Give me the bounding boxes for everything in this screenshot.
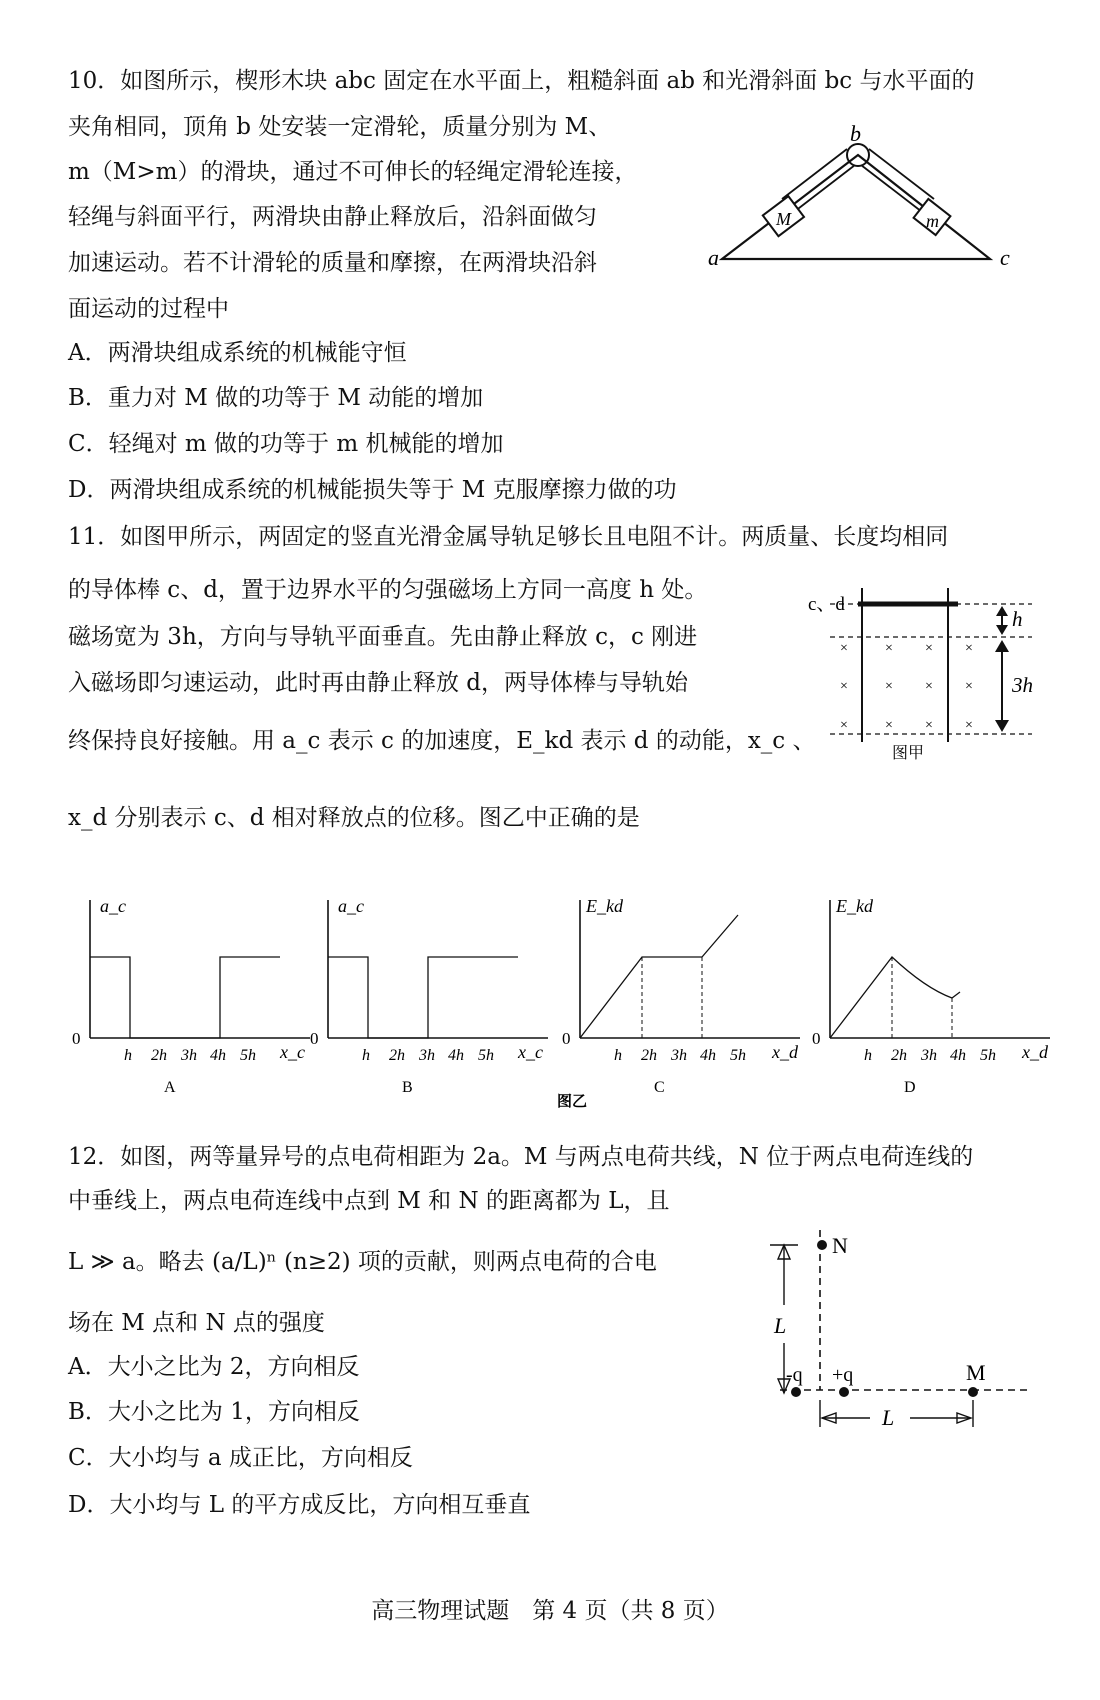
charges-figure [760,1215,1050,1450]
3h-arrow-up-icon [995,640,1009,652]
q12-line-2: 中垂线上，两点电荷连线中点到 M 和 N 的距离都为 L，且 [68,1188,670,1214]
graph-a-tick-4: 4h [210,1047,226,1064]
caption-jia: 图甲 [892,745,925,762]
field-crosses [840,641,973,733]
graph-b-curve [328,957,518,1038]
label-c: c [1000,245,1010,270]
q10-line-3: m（M>m）的滑块，通过不可伸长的轻绳定滑轮连接， [68,159,638,185]
rope-left-inner [790,165,855,215]
graph-a-xlabel: x_c [280,1042,305,1062]
svg-text:×: × [840,718,848,733]
graph-c-tick-4: 4h [700,1047,716,1064]
q12-option-b: B．大小之比为 1，方向相反 [68,1399,360,1425]
q10-option-b: B．重力对 M 做的功等于 M 动能的增加 [68,385,484,411]
svg-text:×: × [925,679,933,694]
wedge-figure [700,125,1020,285]
h-arrow-up-icon [996,606,1008,616]
q10-option-c: C．轻绳对 m 做的功等于 m 机械能的增加 [68,431,504,457]
charge-negative-icon [791,1387,801,1397]
q10-line-5: 加速运动。若不计滑轮的质量和摩擦，在两滑块沿斜 [68,250,597,276]
graph-panels [60,880,1070,1120]
graph-d-tick-1: h [864,1047,872,1064]
q12-option-a: A．大小之比为 2，方向相反 [68,1354,360,1380]
svg-text:×: × [885,679,893,694]
svg-text:×: × [965,679,973,694]
svg-text:×: × [840,641,848,656]
label-pos-q: +q [832,1364,854,1386]
graph-d-tick-4: 4h [950,1047,966,1064]
svg-text:×: × [965,718,973,733]
q11-line-3: 磁场宽为 3h，方向与导轨平面垂直。先由静止释放 c，c 刚进 [68,624,698,650]
q12-line-3: L ≫ a。略去 (a/L)ⁿ (n≥2) 项的贡献，则两点电荷的合电 [68,1249,657,1275]
label-L-vertical: L [774,1313,787,1338]
graph-c-curve [580,915,738,1038]
q10-line-6: 面运动的过程中 [68,296,229,322]
graph-b-tick-2: 2h [389,1047,405,1064]
page-footer: 高三物理试题 第 4 页（共 8 页） [371,1598,729,1624]
q11-line-4: 入磁场即匀速运动，此时再由静止释放 d，两导体棒与导轨始 [68,670,689,696]
graph-b-tick-1: h [362,1047,370,1064]
graph-d-tick-5: 5h [980,1047,996,1064]
graph-a-tick-5: 5h [240,1047,256,1064]
graph-c-ylabel: E_kd [586,896,623,916]
label-L-horizontal: L [882,1405,895,1430]
q10-option-d: D．两滑块组成系统的机械能损失等于 M 克服摩擦力做的功 [68,477,677,503]
graph-c-tick-1: h [614,1047,622,1064]
q12-line-1: 12．如图，两等量异号的点电荷相距为 2a。M 与两点电荷共线，N 位于两点电荷连线的 [68,1144,974,1170]
q11-line-1: 11．如图甲所示，两固定的竖直光滑金属导轨足够长且电阻不计。两质量、长度均相同 [68,524,949,550]
graph-d-letter: D [904,1079,916,1096]
q12-option-c: C．大小均与 a 成正比，方向相反 [68,1445,413,1471]
q10-line-4: 轻绳与斜面平行，两滑块由静止释放后，沿斜面做匀 [68,204,597,230]
svg-text:×: × [925,718,933,733]
label-M: M [776,209,791,229]
graph-a-ylabel: a_c [100,896,126,916]
graph-c-tick-3: 3h [671,1047,687,1064]
graph-c-tick-5: 5h [730,1047,746,1064]
3h-arrow-down-icon [995,720,1009,732]
graph-a [72,896,310,1096]
graph-c [562,896,800,1096]
q12-option-d: D．大小均与 L 的平方成反比，方向相互垂直 [68,1492,531,1518]
svg-text:×: × [925,641,933,656]
graph-b-xlabel: x_c [518,1042,543,1062]
caption-yi: 图乙 [557,1094,588,1110]
point-N-icon [817,1240,827,1250]
q10-option-a: A．两滑块组成系统的机械能守恒 [68,340,407,366]
q11-line-5: 终保持良好接触。用 a_c 表示 c 的加速度，E_kd 表示 d 的动能，x_c 、 [68,728,816,754]
svg-text:×: × [840,679,848,694]
graph-b-origin: 0 [310,1029,319,1048]
graph-d-ylabel: E_kd [836,896,873,916]
svg-text:×: × [965,641,973,656]
label-N: N [832,1233,848,1258]
graph-c-letter: C [654,1079,665,1096]
graph-c-origin: 0 [562,1029,571,1048]
graph-a-tick-2: 2h [151,1047,167,1064]
label-b: b [850,125,861,146]
label-3h: 3h [1012,673,1033,697]
label-a: a [708,245,719,270]
graph-b-letter: B [402,1079,413,1096]
graph-a-letter: A [164,1079,176,1096]
graph-a-tick-3: 3h [181,1047,197,1064]
graph-d-origin: 0 [812,1029,821,1048]
graph-b-ylabel: a_c [338,896,364,916]
h-arrow-down-icon [996,625,1008,635]
graph-a-origin: 0 [72,1029,81,1048]
q12-line-4: 场在 M 点和 N 点的强度 [68,1310,325,1336]
charge-positive-icon [839,1387,849,1397]
q10-line-1: 10．如图所示，楔形木块 abc 固定在水平面上，粗糙斜面 ab 和光滑斜面 bc 与水平面的 [68,68,975,94]
graph-b-tick-5: 5h [478,1047,494,1064]
label-m: m [926,211,939,231]
q11-line-6: x_d 分别表示 c、d 相对释放点的位移。图乙中正确的是 [68,805,640,831]
rope-right-inner [861,165,926,215]
label-M: M [966,1360,986,1385]
graph-c-xlabel: x_d [772,1042,798,1062]
graph-d [812,896,1050,1096]
graph-c-tick-2: 2h [641,1047,657,1064]
graph-d-tick-3: 3h [921,1047,937,1064]
label-h: h [1012,607,1023,631]
graph-d-tick-2: 2h [891,1047,907,1064]
graph-d-curve [830,957,960,1038]
graph-b-tick-3: 3h [419,1047,435,1064]
graph-a-curve [90,957,280,1038]
rope-right [869,149,934,199]
svg-text:×: × [885,641,893,656]
svg-text:×: × [885,718,893,733]
graph-d-xlabel: x_d [1022,1042,1048,1062]
q10-line-2: 夹角相同，顶角 b 处安装一定滑轮，质量分别为 M、 [68,114,612,140]
graph-b-tick-4: 4h [448,1047,464,1064]
label-cd: c、d [808,594,845,615]
label-neg-q: -q [786,1364,803,1386]
wedge-outline [722,155,990,259]
rope-left [782,149,847,199]
q11-line-2: 的导体棒 c、d，置于边界水平的匀强磁场上方同一高度 h 处。 [68,577,708,603]
graph-b [310,896,548,1096]
graph-a-tick-1: h [124,1047,132,1064]
point-M-icon [968,1387,978,1397]
magnetic-field-figure [800,582,1050,782]
